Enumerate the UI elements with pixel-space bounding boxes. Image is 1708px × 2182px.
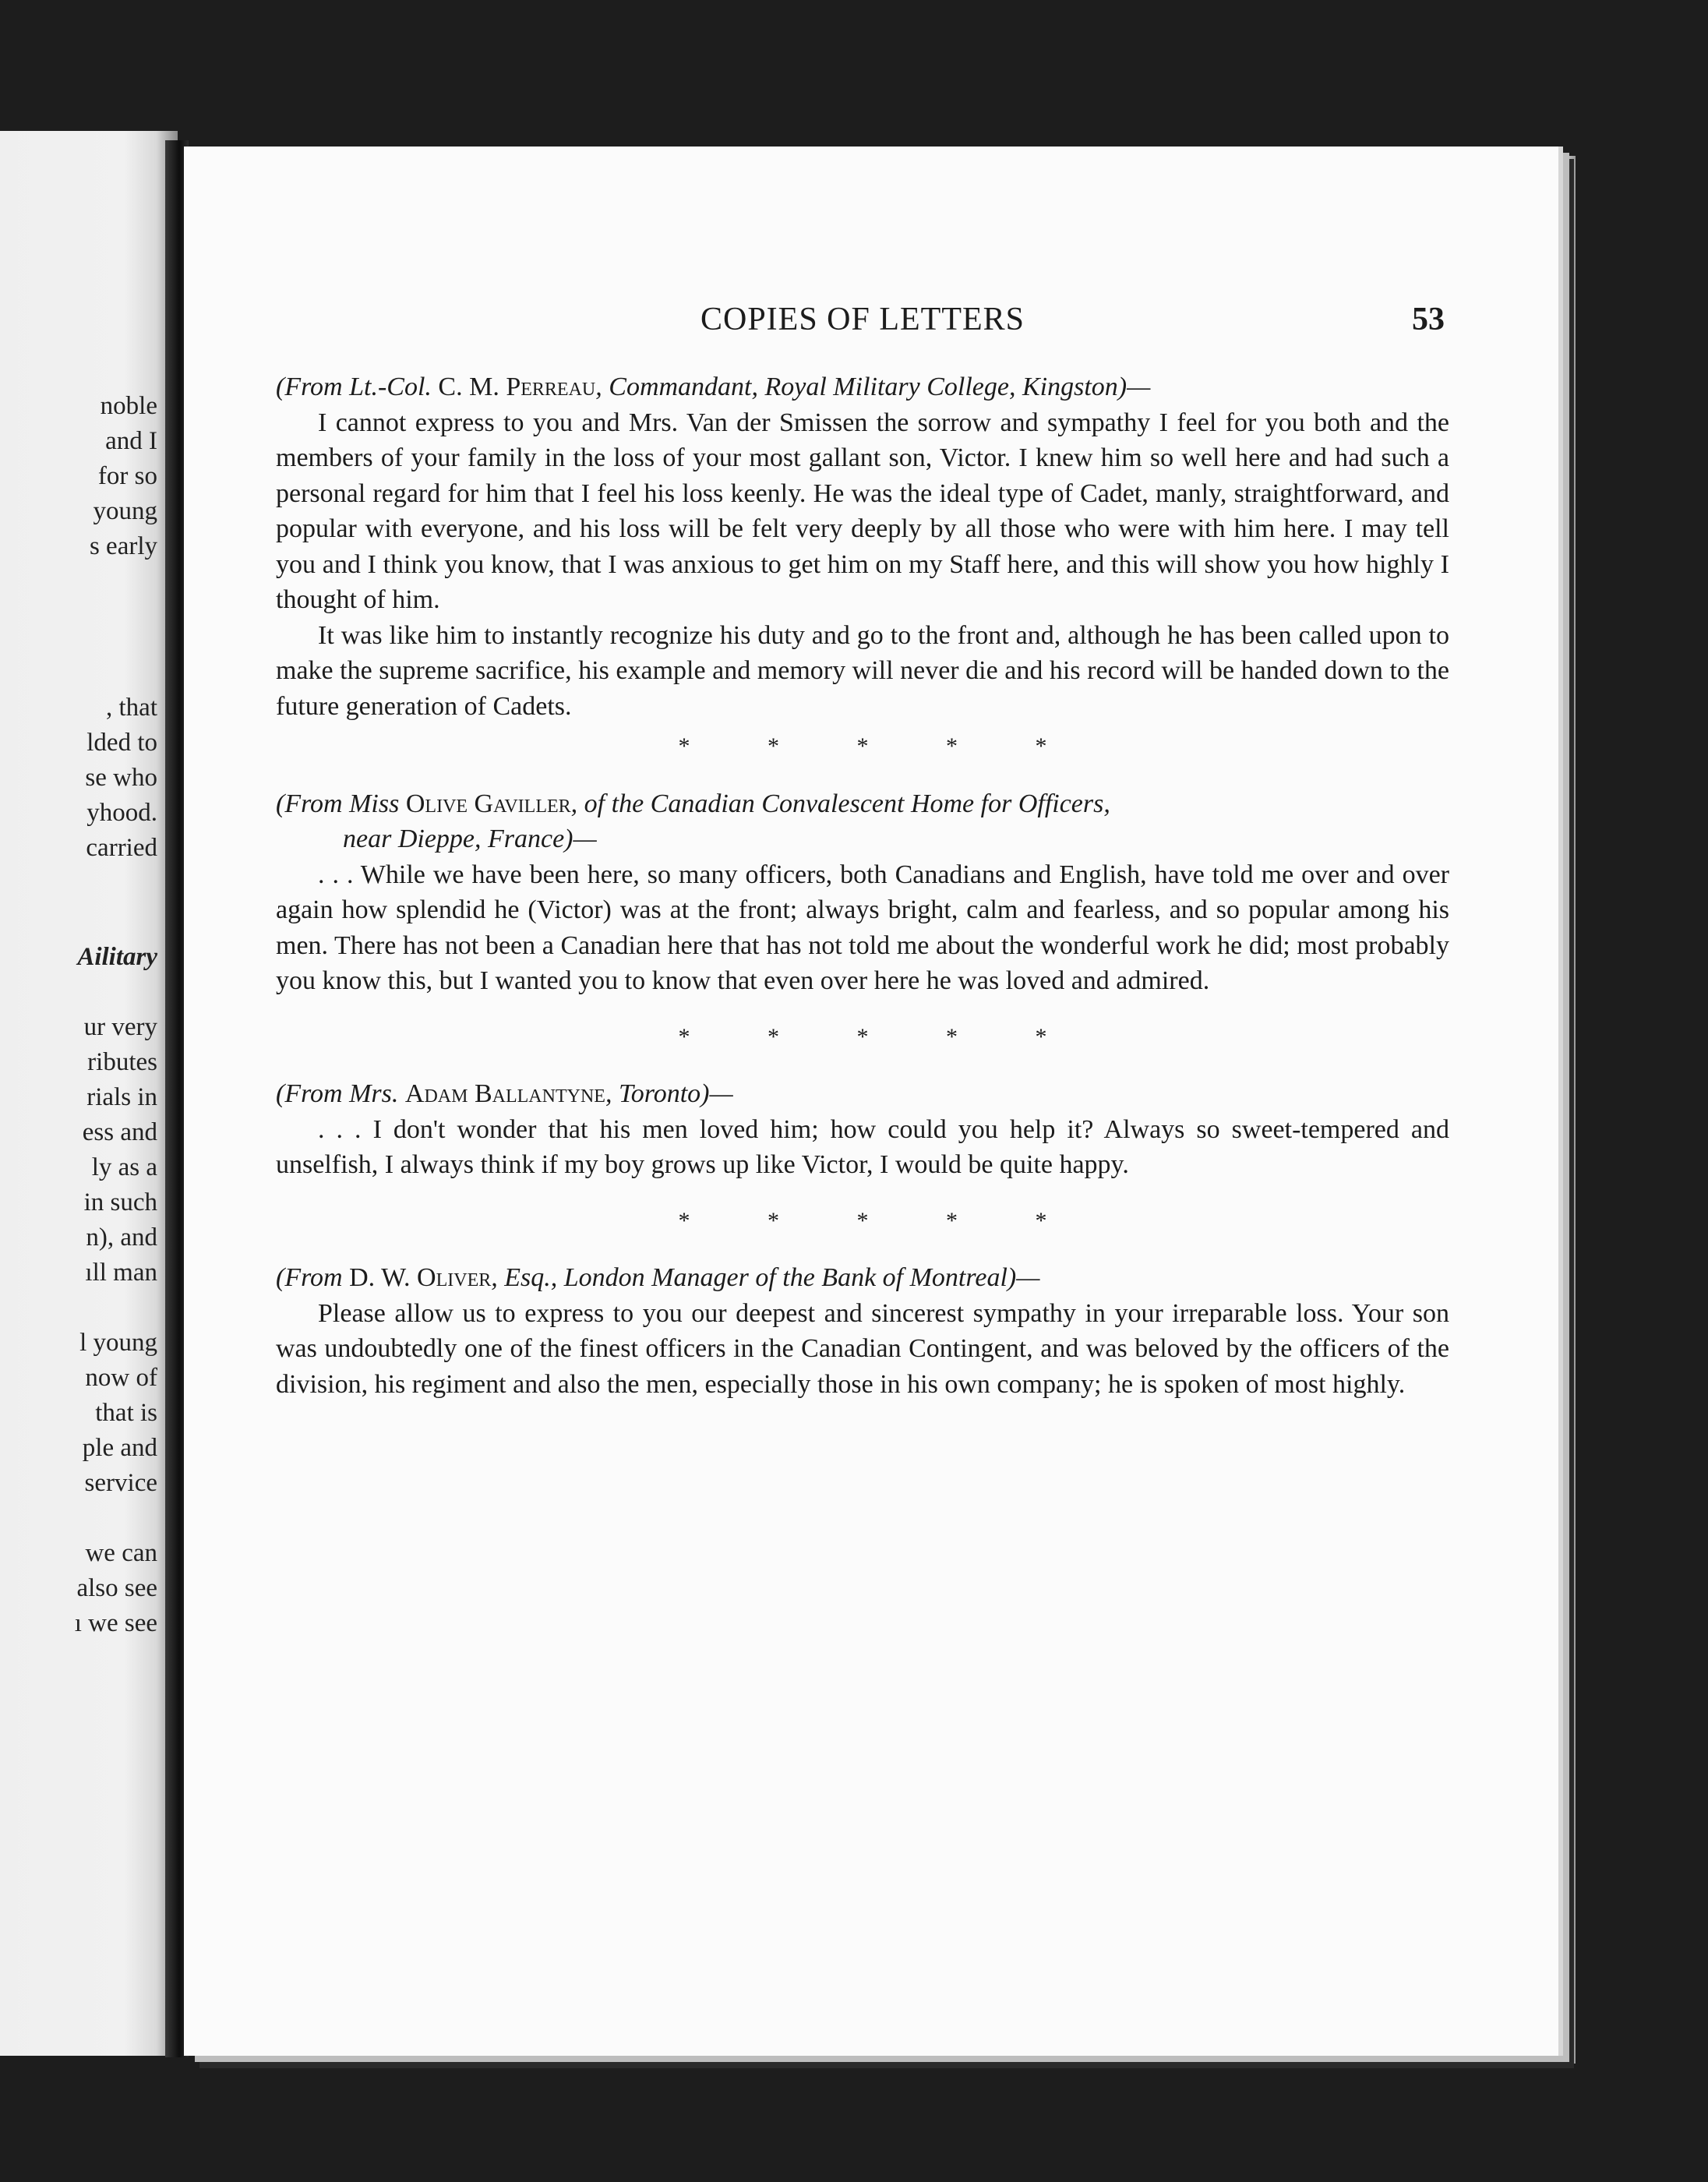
attr-tail: , Commandant, Royal Military College, Kingston)— [595, 372, 1151, 401]
attr-name: Adam Ballantyne [404, 1079, 605, 1108]
letter-paragraph: Please allow us to express to you our deepest and sincerest sympathy in your irreparable loss. Your son was undoubtedly one of the finest officers in the Canadian Contingent, and was beloved by the officers of the division, his regiment and also the men, especially those in his own company; he is spoken of most highly. [276, 1298, 1449, 1399]
attr-open: (From Miss [276, 789, 406, 818]
facing-line: se who [85, 764, 157, 792]
facing-line: ı we see [74, 1609, 157, 1637]
facing-line: ess and [82, 1118, 157, 1146]
facing-line: we can [85, 1539, 157, 1567]
attr-open: (From [276, 1263, 350, 1292]
facing-line: young [93, 497, 157, 525]
facing-line: ly as a [91, 1153, 157, 1181]
attr-name-plain: D. W. [349, 1263, 418, 1292]
letter-attribution [276, 1260, 1449, 1296]
page-content [276, 302, 1449, 1402]
attr-tail: , of the Canadian Convalescent Home for Officers, [570, 789, 1110, 818]
facing-line: yhood. [86, 799, 157, 827]
page-number: 53 [1412, 302, 1445, 337]
facing-line: also see [76, 1574, 157, 1602]
letter-paragraph: . . . While we have been here, so many officers, both Canadians and English, have told me over and over again how splendid he (Victor) was at the front; always bright, calm and fearless, and so popular among his men. There has not been a Canadian here that has not told me about the wonderful work he did; most probably you know this, but I wanted you to know that even over here he was loved and admired. [276, 860, 1449, 995]
letter-gaviller [276, 786, 1449, 999]
attr-tail: , Esq., London Manager of the Bank of Montreal)— [491, 1263, 1040, 1292]
letter-paragraph: It was like him to instantly recognize his duty and go to the front and, although he has been called upon to make the supreme sacrifice, his example and memory will never die and his record will be handed down to the future generation of Cadets. [276, 620, 1449, 721]
facing-line: rials in [86, 1083, 157, 1111]
attr-open: (From Mrs. [276, 1079, 405, 1108]
facing-line: ple and [82, 1434, 157, 1462]
facing-line: ıll man [85, 1259, 157, 1287]
section-separator: * * * * * [678, 1023, 1083, 1050]
facing-line: in such [83, 1188, 157, 1216]
facing-line: and I [105, 427, 157, 455]
facing-line: now of [85, 1364, 157, 1392]
letter-oliver [276, 1260, 1449, 1402]
attr-name-plain: C. M. [438, 372, 506, 401]
letter-attribution [276, 369, 1449, 405]
facing-line: that is [95, 1399, 157, 1427]
letter-paragraph: I cannot express to you and Mrs. Van der Smissen the sorrow and sympathy I feel for you both and the members of your family in the loss of your most gallant son, Victor. I knew him so well here and had such a personal regard for him that I feel his loss keenly. He was the ideal type of Cadet, manly, straightforward, and popular with everyone, and his loss will be felt very deeply by all those who were with him here. I may tell you and I think you know, that I was anxious to get him on my Staff here, and this will show you how highly I thought of him. [276, 408, 1449, 614]
facing-line: Ailitary [77, 943, 157, 971]
facing-line: for so [97, 462, 157, 490]
facing-page [0, 131, 178, 2056]
attr-line2: near Dieppe, France)— [343, 824, 597, 853]
running-header [276, 302, 1449, 351]
attr-name: Perreau [506, 372, 596, 401]
letter-attribution [276, 1076, 1449, 1112]
letter-perreau [276, 369, 1449, 724]
section-separator: * * * * * [678, 733, 1083, 759]
facing-line: service [84, 1469, 157, 1497]
attr-name: Olive Gaviller [405, 789, 571, 818]
attr-open: (From Lt.-Col. [276, 372, 439, 401]
facing-line: l young [79, 1329, 157, 1357]
page-edge [1558, 156, 1576, 2064]
facing-line: noble [100, 392, 157, 420]
facing-line: ur very [83, 1013, 157, 1041]
letter-ballantyne [276, 1076, 1449, 1183]
letter-paragraph: . . . I don't wonder that his men loved him; how could you help it? Always so sweet-tempered and unselfish, I always think if my boy grows up like Victor, I would be quite happy. [276, 1114, 1449, 1179]
facing-line: lded to [86, 729, 157, 757]
facing-line: n), and [86, 1223, 157, 1252]
section-separator: * * * * * [678, 1207, 1083, 1234]
letter-attribution [276, 786, 1449, 857]
attr-tail: , Toronto)— [605, 1079, 733, 1108]
facing-line: carried [86, 834, 157, 862]
facing-line: , that [106, 694, 157, 722]
running-title: COPIES OF LETTERS [700, 302, 1025, 337]
attr-name: Oliver [417, 1263, 492, 1292]
facing-line: s early [89, 532, 157, 560]
book-page [184, 147, 1558, 2056]
facing-line: ributes [87, 1048, 157, 1076]
